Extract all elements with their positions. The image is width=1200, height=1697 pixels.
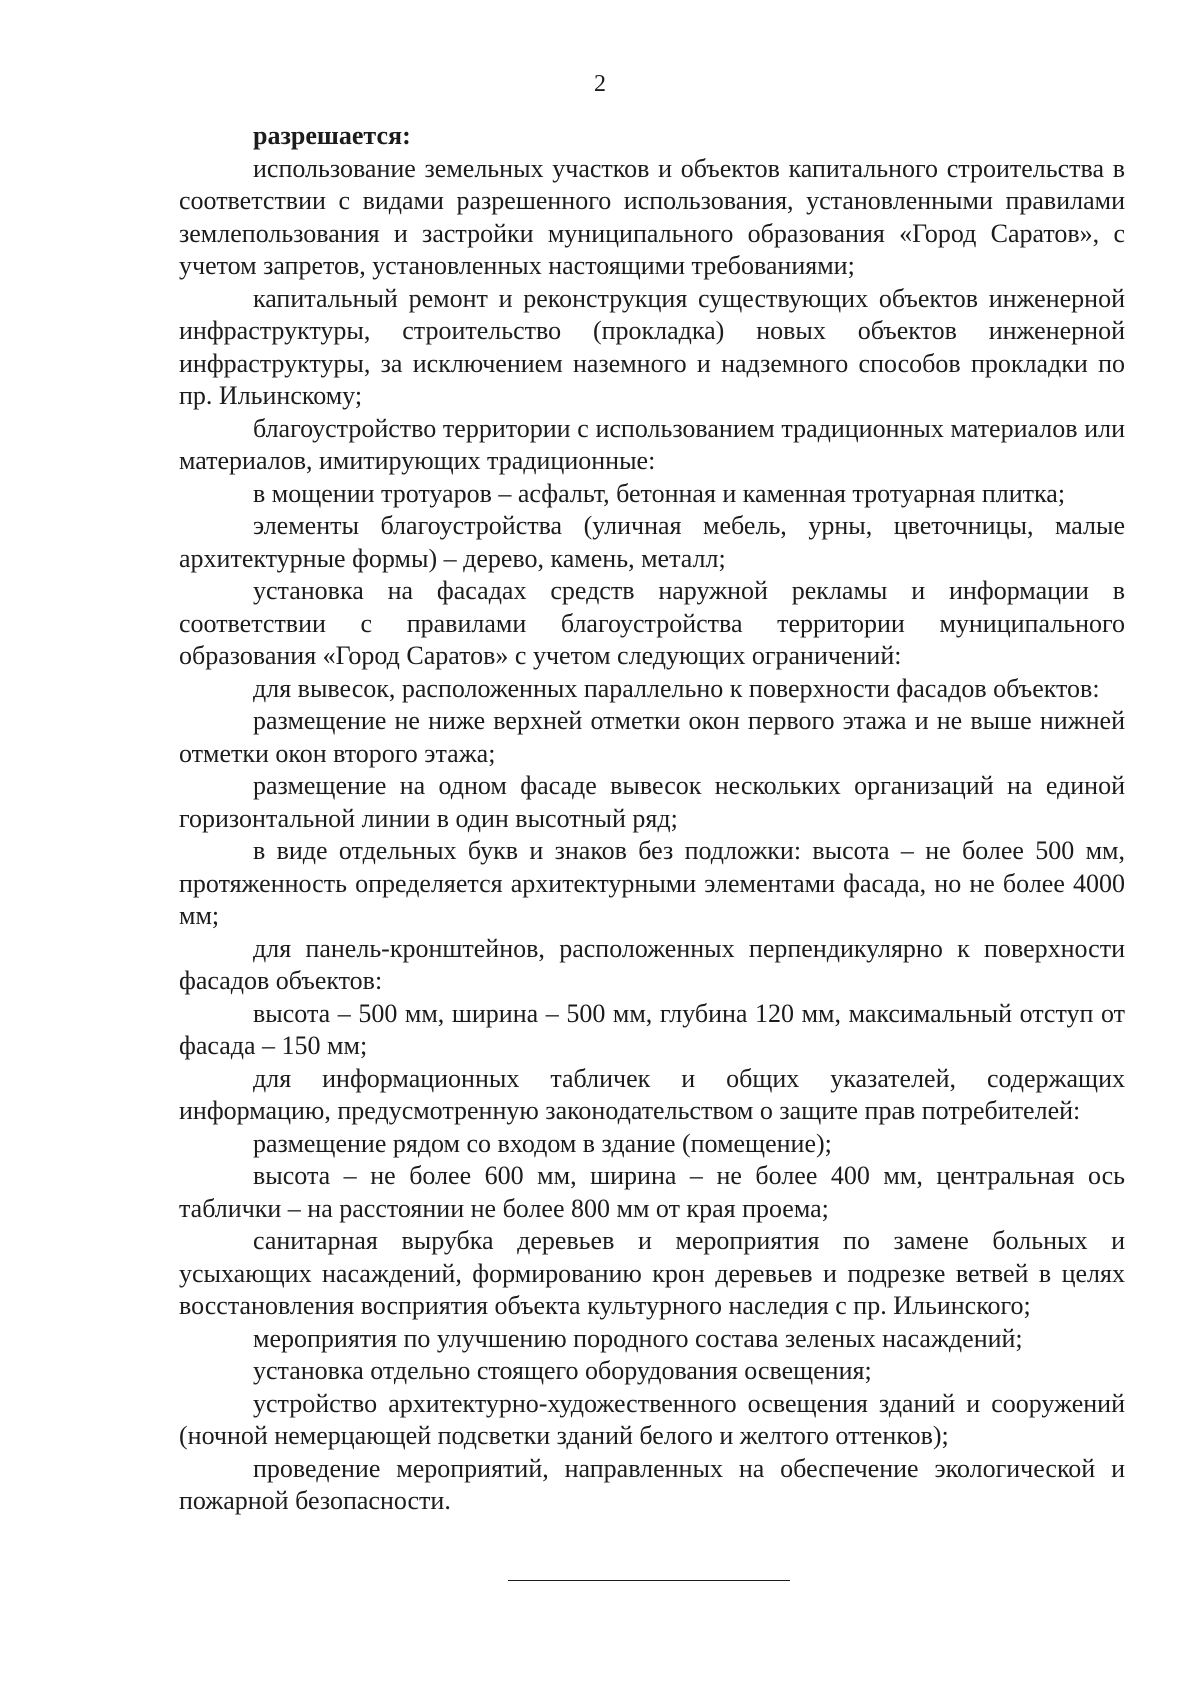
paragraph: санитарная вырубка деревьев и мероприятия по замене больных и усыхающих насаждений, формированию крон деревьев и подрезке ветвей в целях восстановления восприятия объекта культурного наследия с пр. Ильинского; [179,1226,1125,1320]
paragraph: для панель-кронштейнов, расположенных перпендикулярно к поверхности фасадов объектов: [179,933,1125,995]
page-number: 2 [594,71,606,97]
paragraph: проведение мероприятий, направленных на обеспечение экологической и пожарной безопасности. [179,1453,1125,1515]
paragraph: капитальный ремонт и реконструкция существующих объектов инженерной инфраструктуры, строительство (прокладка) новых объектов инженерной инфраструктуры, за исключением наземного и надземного способов прокладки по пр. Ильинскому; [179,283,1125,410]
paragraph: использование земельных участков и объектов капитального строительства в соответствии с видами разрешенного использования, установленными правилами землепользования и застройки муниципального образования «Город Саратов», с учетом запретов, установленных настоящими требованиями; [179,153,1125,280]
paragraph: для вывесок, расположенных параллельно к поверхности фасадов объектов: [253,673,1100,703]
paragraph: элементы благоустройства (уличная мебель, урны, цветочницы, малые архитектурные формы) – дерево, камень, металл; [179,511,1125,573]
paragraph: размещение на одном фасаде вывесок нескольких организаций на единой горизонтальной линии в один высотный ряд; [179,771,1125,833]
paragraph: в мощении тротуаров – асфальт, бетонная и каменная тротуарная плитка; [253,478,1066,508]
section-heading: разрешается: [253,121,411,150]
paragraph: благоустройство территории с использованием традиционных материалов или материалов, имитирующих традиционные: [179,413,1125,475]
document-body [179,120,1125,1518]
end-divider-line [508,1580,790,1581]
paragraph: устройство архитектурно-художественного освещения зданий и сооружений (ночной немерцающей подсветки зданий белого и желтого оттенков); [179,1388,1125,1450]
paragraph: для информационных табличек и общих указателей, содержащих информацию, предусмотренную законодательством о защите прав потребителей: [179,1063,1125,1125]
paragraph: высота – не более 600 мм, ширина – не более 400 мм, центральная ось таблички – на расстоянии не более 800 мм от края проема; [179,1161,1125,1223]
paragraph: размещение не ниже верхней отметки окон первого этажа и не выше нижней отметки окон второго этажа; [179,706,1125,768]
paragraph: мероприятия по улучшению породного состава зеленых насаждений; [253,1323,1023,1353]
paragraph: установка на фасадах средств наружной рекламы и информации в соответствии с правилами благоустройства территории муниципального образования «Город Саратов» с учетом следующих ограничений: [179,576,1125,670]
paragraph: размещение рядом со входом в здание (помещение); [253,1128,832,1158]
paragraph: в виде отдельных букв и знаков без подложки: высота – не более 500 мм, протяженность определяется архитектурными элементами фасада, но не более 4000 мм; [179,836,1125,930]
paragraph: установка отдельно стоящего оборудования освещения; [253,1356,872,1385]
paragraph: высота – 500 мм, ширина – 500 мм, глубина 120 мм, максимальный отступ от фасада – 150 мм; [179,998,1125,1060]
